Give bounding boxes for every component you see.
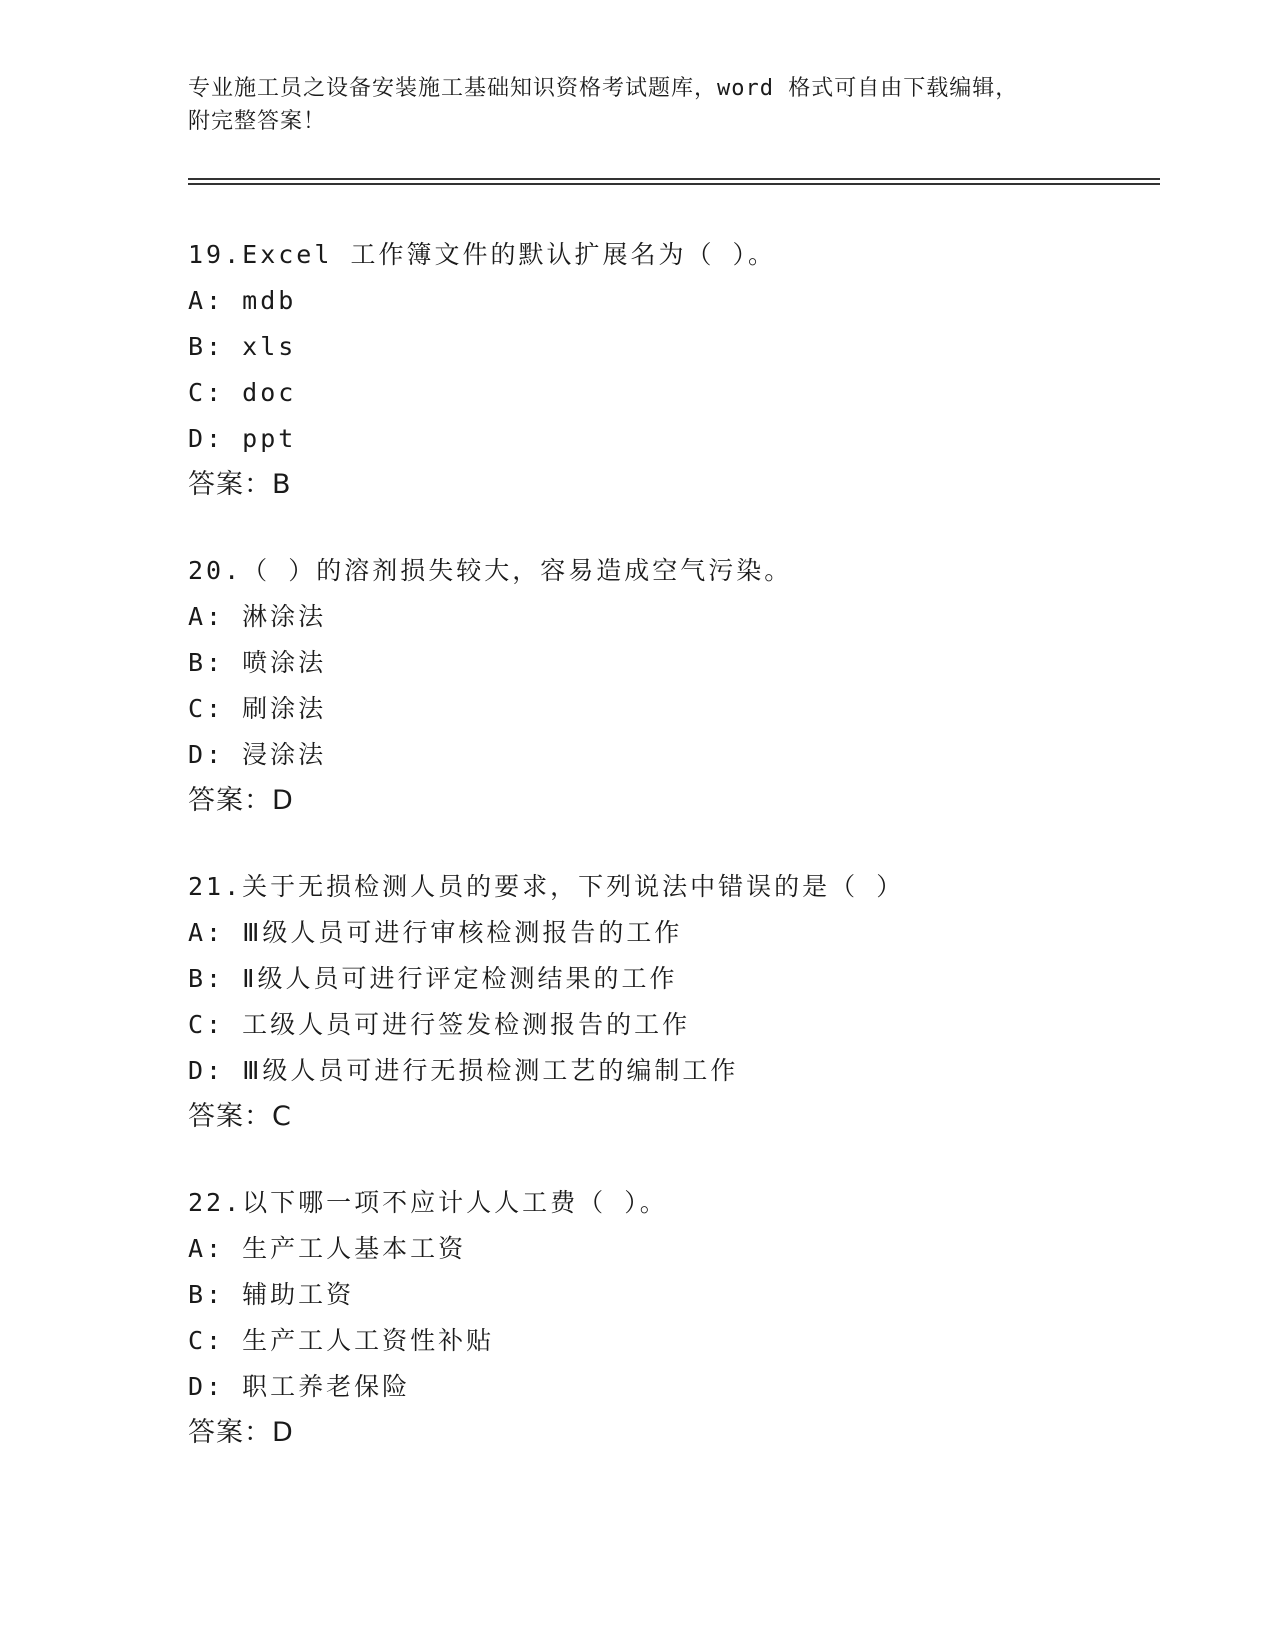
header-divider-bottom — [188, 183, 1160, 185]
option-c: C: doc — [188, 378, 297, 407]
question-text: 22.以下哪一项不应计人人工费（ ）。 — [188, 1188, 668, 1217]
answer-text: 答案：D — [188, 1417, 294, 1448]
question-text: 20.（ ）的溶剂损失较大，容易造成空气污染。 — [188, 556, 793, 585]
option-a: A: Ⅲ级人员可进行审核检测报告的工作 — [188, 918, 683, 947]
header-divider-top — [188, 178, 1160, 180]
option-a: A: 淋涂法 — [188, 602, 327, 631]
option-d: D: 浸涂法 — [188, 740, 327, 769]
question-text: 21.关于无损检测人员的要求，下列说法中错误的是（ ） — [188, 872, 905, 901]
question-block — [188, 864, 1168, 1140]
option-a: A: 生产工人基本工资 — [188, 1234, 467, 1263]
question-block — [188, 548, 1168, 824]
option-b: B: 喷涂法 — [188, 648, 327, 677]
question-block — [188, 1180, 1168, 1456]
document-header — [188, 72, 1088, 138]
answer-text: 答案：C — [188, 1101, 292, 1132]
option-d: D: 职工养老保险 — [188, 1372, 411, 1401]
option-c: C: 生产工人工资性补贴 — [188, 1326, 495, 1355]
option-b: B: Ⅱ级人员可进行评定检测结果的工作 — [188, 964, 678, 993]
option-d: D: ppt — [188, 424, 297, 453]
option-c: C: 刷涂法 — [188, 694, 327, 723]
option-b: B: 辅助工资 — [188, 1280, 355, 1309]
option-a: A: mdb — [188, 286, 297, 315]
option-d: D: Ⅲ级人员可进行无损检测工艺的编制工作 — [188, 1056, 739, 1085]
header-line-2: 附完整答案！ — [188, 109, 327, 134]
header-line-1: 专业施工员之设备安装施工基础知识资格考试题库，word 格式可自由下载编辑， — [188, 76, 1019, 101]
question-text: 19.Excel 工作簿文件的默认扩展名为（ ）。 — [188, 240, 777, 269]
answer-text: 答案：D — [188, 785, 294, 816]
option-b: B: xls — [188, 332, 297, 361]
option-c: C: 工级人员可进行签发检测报告的工作 — [188, 1010, 691, 1039]
answer-text: 答案：B — [188, 469, 292, 500]
question-block — [188, 232, 1168, 508]
